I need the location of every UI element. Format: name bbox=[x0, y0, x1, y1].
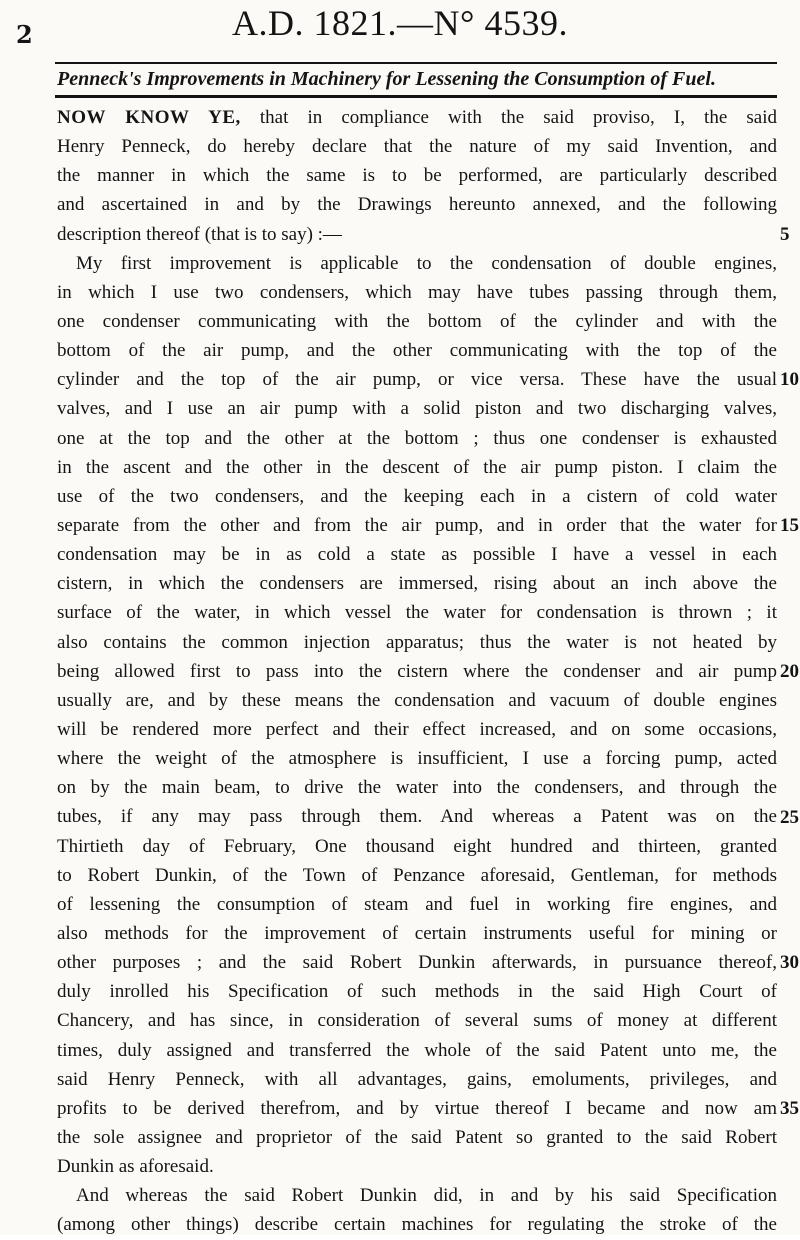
text-line: Henry Penneck, do hereby declare that the nature of my said Invention, and bbox=[57, 136, 777, 158]
text-line: one at the top and the other at the bottom ; thus one condenser is exhausted bbox=[57, 427, 777, 449]
text-line: My first improvement is applicable to the condensation of double engines, bbox=[76, 252, 777, 274]
text-line: on by the main beam, to drive the water into the condensers, and through the bbox=[57, 777, 777, 799]
text-line: Dunkin as aforesaid. bbox=[57, 1156, 214, 1178]
text-line: Thirtieth day of February, One thousand eight hundred and thirteen, granted bbox=[57, 835, 777, 857]
running-title: Penneck's Improvements in Machinery for Lessening the Consumption of Fuel. bbox=[57, 68, 716, 90]
text-line: one condenser communicating with the bottom of the cylinder and with the bbox=[57, 310, 777, 332]
text-line: said Henry Penneck, with all advantages, gains, emoluments, privileges, and bbox=[57, 1068, 777, 1090]
text-line: usually are, and by these means the condensation and vacuum of double engines bbox=[57, 689, 777, 711]
text-line: in the ascent and the other in the descent of the air pump piston. I claim the bbox=[57, 456, 777, 478]
text-line: other purposes ; and the said Robert Dunkin afterwards, in pursuance thereof, bbox=[57, 952, 777, 974]
text-line: in which I use two condensers, which may have tubes passing through them, bbox=[57, 281, 777, 303]
text-line: separate from the other and from the air pump, and in order that the water for bbox=[57, 514, 777, 536]
text-line: will be rendered more perfect and their effect increased, and on some occasions, bbox=[57, 718, 777, 740]
text-line: and ascertained in and by the Drawings hereunto annexed, and the following bbox=[57, 194, 777, 216]
text-line: (among other things) describe certain machines for regulating the stroke of the bbox=[57, 1214, 777, 1236]
text-line: cistern, in which the condensers are immersed, rising about an inch above the bbox=[57, 573, 777, 595]
margin-number: 30 bbox=[780, 952, 799, 974]
text-line: also methods for the improvement of certain instruments useful for mining or bbox=[57, 922, 777, 944]
text-line: the manner in which the same is to be performed, are particularly described bbox=[57, 165, 777, 187]
text-line: NOW KNOW YE, that in compliance with the said proviso, I, the said bbox=[57, 107, 777, 128]
text-line: being allowed first to pass into the cistern where the condenser and air pump bbox=[57, 660, 777, 682]
text-line: to Robert Dunkin, of the Town of Penzance aforesaid, Gentleman, for methods bbox=[57, 864, 777, 886]
margin-number: 35 bbox=[780, 1098, 799, 1120]
text-line: of lessening the consumption of steam and fuel in working fire engines, and bbox=[57, 893, 777, 915]
margin-number: 25 bbox=[780, 806, 799, 828]
margin-number: 20 bbox=[780, 660, 799, 682]
lead-caps: NOW KNOW YE, bbox=[57, 107, 241, 128]
page-header: A.D. 1821.—N° 4539. bbox=[232, 3, 568, 43]
page-number: 2 bbox=[16, 20, 33, 49]
margin-number: 15 bbox=[780, 515, 799, 537]
text-line: condensation may be in as cold a state as possible I have a vessel in each bbox=[57, 544, 777, 566]
text-line: the sole assignee and proprietor of the said Patent so granted to the said Robert bbox=[57, 1126, 777, 1148]
text-line: bottom of the air pump, and the other communicating with the top of the bbox=[57, 340, 777, 362]
text-line: description thereof (that is to say) :— bbox=[57, 223, 342, 245]
text-line: valves, and I use an air pump with a solid piston and two discharging valves, bbox=[57, 398, 777, 420]
text-line: And whereas the said Robert Dunkin did, in and by his said Specification bbox=[76, 1185, 777, 1207]
header-rule-top bbox=[55, 62, 777, 64]
text-line: surface of the water, in which vessel the water for condensation is thrown ; it bbox=[57, 602, 777, 624]
margin-number: 10 bbox=[780, 369, 799, 391]
text-line: cylinder and the top of the air pump, or vice versa. These have the usual bbox=[57, 369, 777, 391]
text-line: Chancery, and has since, in consideration of several sums of money at different bbox=[57, 1010, 777, 1032]
text-line: where the weight of the atmosphere is insufficient, I use a forcing pump, acted bbox=[57, 748, 777, 770]
header-rule-bottom bbox=[55, 95, 777, 98]
text-line: tubes, if any may pass through them. And whereas a Patent was on the bbox=[57, 806, 777, 828]
text-line: duly inrolled his Specification of such methods in the said High Court of bbox=[57, 981, 777, 1003]
text-line: profits to be derived therefrom, and by virtue thereof I became and now am bbox=[57, 1097, 777, 1119]
text-line: use of the two condensers, and the keeping each in a cistern of cold water bbox=[57, 485, 777, 507]
text-line: times, duly assigned and transferred the whole of the said Patent unto me, the bbox=[57, 1039, 777, 1061]
body-text bbox=[57, 103, 777, 1239]
margin-number: 5 bbox=[780, 223, 790, 245]
text-line: also contains the common injection apparatus; thus the water is not heated by bbox=[57, 631, 777, 653]
